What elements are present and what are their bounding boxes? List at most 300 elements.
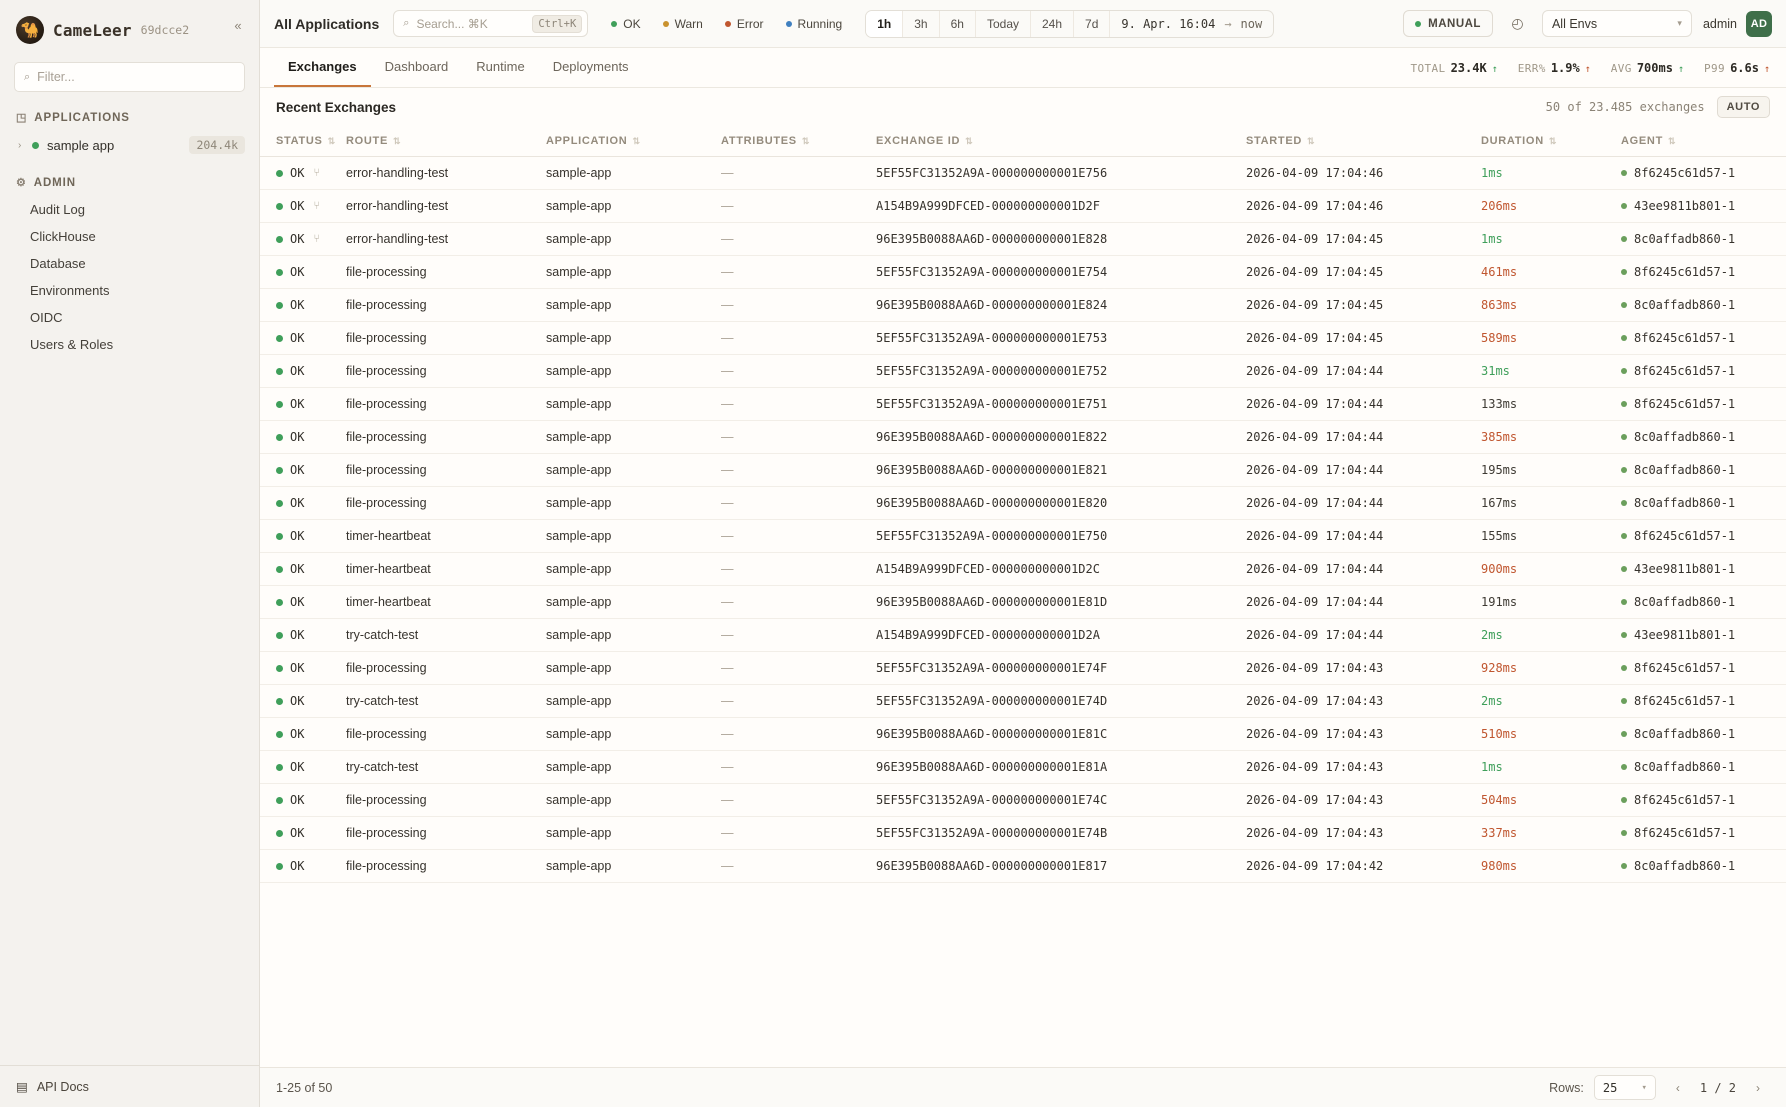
cell-agent [1621, 487, 1786, 520]
tab-bar [260, 48, 1786, 88]
cell-application: sample-app [546, 355, 721, 388]
cell-application: sample-app [546, 289, 721, 322]
cell-started: 2026-04-09 17:04:44 [1246, 553, 1481, 586]
status-label: OK [290, 364, 305, 378]
table-row[interactable] [260, 817, 1786, 850]
cell-attributes: — [721, 388, 876, 421]
status-dot [276, 731, 283, 738]
th-application[interactable]: APPLICATION ⇅ [546, 126, 721, 157]
cell-agent [1621, 289, 1786, 322]
status-label: OK [290, 265, 305, 279]
cell-status [260, 421, 346, 454]
filter-input[interactable] [37, 70, 235, 84]
status-dot [276, 401, 283, 408]
status-label: OK [290, 793, 305, 807]
cell-status [260, 718, 346, 751]
cell-attributes: — [721, 718, 876, 751]
range-to: now [1240, 16, 1263, 31]
cell-application: sample-app [546, 454, 721, 487]
cell-route: try-catch-test [346, 685, 546, 718]
cell-duration: 167ms [1481, 487, 1621, 520]
refresh-clock-icon[interactable]: ◴ [1511, 15, 1524, 31]
metric-total [1410, 61, 1497, 75]
cell-status [260, 784, 346, 817]
cell-duration: 928ms [1481, 652, 1621, 685]
branch-icon: ⑂ [313, 233, 321, 245]
table-row[interactable] [260, 553, 1786, 586]
agent-status-dot [1621, 731, 1627, 737]
cell-duration: 337ms [1481, 817, 1621, 850]
user-menu[interactable] [1703, 11, 1772, 37]
cell-route: file-processing [346, 421, 546, 454]
table-row[interactable] [260, 454, 1786, 487]
th-exchange-id[interactable]: EXCHANGE ID ⇅ [876, 126, 1246, 157]
cell-attributes: — [721, 454, 876, 487]
table-row[interactable] [260, 355, 1786, 388]
range-custom[interactable] [1110, 11, 1273, 37]
cell-application: sample-app [546, 685, 721, 718]
cell-duration: 1ms [1481, 157, 1621, 190]
agent-label: 8f6245c61d57-1 [1634, 364, 1736, 378]
status-dot [276, 632, 283, 639]
environment-value: All Envs [1551, 16, 1598, 31]
tab-deployments[interactable]: Deployments [552, 59, 629, 74]
cell-attributes: — [721, 784, 876, 817]
agent-label: 8c0affadb860-1 [1634, 298, 1736, 312]
agent-label: 43ee9811b801-1 [1634, 562, 1736, 576]
cell-application: sample-app [546, 190, 721, 223]
cell-duration: 589ms [1481, 322, 1621, 355]
cell-route: file-processing [346, 256, 546, 289]
range-6h[interactable]: 6h [940, 11, 976, 37]
cell-exchange-id: 5EF55FC31352A9A-000000000001E756 [876, 157, 1246, 190]
agent-label: 8f6245c61d57-1 [1634, 331, 1736, 345]
cell-exchange-id: 96E395B0088AA6D-000000000001E81D [876, 586, 1246, 619]
trend-up-icon: ↑ [1763, 63, 1770, 75]
rows-value: 25 [1602, 1080, 1618, 1095]
table-row[interactable] [260, 190, 1786, 223]
status-dot [276, 764, 283, 771]
auto-refresh-toggle[interactable]: AUTO [1717, 96, 1770, 118]
status-dot [276, 434, 283, 441]
brand-name: CameLeer [53, 20, 132, 40]
admin-header-label: ADMIN [33, 176, 76, 189]
table-row[interactable] [260, 223, 1786, 256]
agent-status-dot [1621, 830, 1627, 836]
cell-exchange-id: 96E395B0088AA6D-000000000001E820 [876, 487, 1246, 520]
manual-refresh-button[interactable] [1403, 10, 1493, 37]
table-row[interactable] [260, 784, 1786, 817]
chip-warn[interactable] [654, 13, 712, 35]
metric-p99-key: P99 [1703, 61, 1726, 75]
metric-avg [1611, 61, 1684, 75]
agent-status-dot [1621, 566, 1627, 572]
agent-status-dot [1621, 533, 1627, 539]
agent-status-dot [1621, 863, 1627, 869]
cell-attributes: — [721, 652, 876, 685]
cell-exchange-id: 5EF55FC31352A9A-000000000001E74B [876, 817, 1246, 850]
table-row[interactable] [260, 586, 1786, 619]
trend-up-icon: ↑ [1677, 63, 1684, 75]
topbar-right-tools [1403, 10, 1772, 37]
table-row[interactable] [260, 157, 1786, 190]
cell-started: 2026-04-09 17:04:43 [1246, 652, 1481, 685]
cell-exchange-id: A154B9A999DFCED-000000000001D2C [876, 553, 1246, 586]
agent-status-dot [1621, 665, 1627, 671]
status-label: OK [290, 232, 305, 246]
cell-attributes: — [721, 190, 876, 223]
cell-agent [1621, 388, 1786, 421]
status-dot-running [786, 21, 792, 27]
cell-duration: 504ms [1481, 784, 1621, 817]
trend-up-icon: ↑ [1584, 63, 1591, 75]
cell-attributes: — [721, 421, 876, 454]
table-row[interactable] [260, 256, 1786, 289]
cell-status [260, 817, 346, 850]
cell-status [260, 454, 346, 487]
cell-started: 2026-04-09 17:04:43 [1246, 817, 1481, 850]
cell-attributes: — [721, 223, 876, 256]
avatar: AD [1746, 11, 1772, 37]
cell-started: 2026-04-09 17:04:42 [1246, 850, 1481, 883]
table-row[interactable] [260, 322, 1786, 355]
cell-exchange-id: 5EF55FC31352A9A-000000000001E74F [876, 652, 1246, 685]
th-attributes[interactable]: ATTRIBUTES ⇅ [721, 126, 876, 157]
cell-status [260, 289, 346, 322]
cell-exchange-id: 96E395B0088AA6D-000000000001E821 [876, 454, 1246, 487]
cell-started: 2026-04-09 17:04:44 [1246, 454, 1481, 487]
cell-route: file-processing [346, 322, 546, 355]
agent-status-dot [1621, 797, 1627, 803]
agent-label: 8f6245c61d57-1 [1634, 397, 1736, 411]
cell-agent [1621, 553, 1786, 586]
tab-dashboard[interactable]: Dashboard [384, 59, 449, 74]
status-label: OK [290, 859, 305, 873]
cell-duration: 900ms [1481, 553, 1621, 586]
cell-application: sample-app [546, 586, 721, 619]
status-dot [276, 500, 283, 507]
metric-total-key: TOTAL [1410, 61, 1446, 75]
cell-route: file-processing [346, 784, 546, 817]
cell-route: file-processing [346, 817, 546, 850]
cell-route: file-processing [346, 487, 546, 520]
cell-application: sample-app [546, 388, 721, 421]
environment-select[interactable] [1542, 10, 1692, 37]
cell-route: error-handling-test [346, 157, 546, 190]
cell-agent [1621, 454, 1786, 487]
cell-started: 2026-04-09 17:04:43 [1246, 784, 1481, 817]
status-label: OK [290, 826, 305, 840]
table-row[interactable] [260, 421, 1786, 454]
applications-section-header [0, 102, 259, 131]
next-page-button[interactable]: › [1756, 1080, 1760, 1095]
cell-started: 2026-04-09 17:04:45 [1246, 223, 1481, 256]
cell-duration: 2ms [1481, 619, 1621, 652]
cell-exchange-id: 5EF55FC31352A9A-000000000001E753 [876, 322, 1246, 355]
status-dot-manual [1415, 21, 1421, 27]
sidebar-filter[interactable] [14, 62, 245, 92]
cell-application: sample-app [546, 652, 721, 685]
cell-started: 2026-04-09 17:04:44 [1246, 421, 1481, 454]
cell-agent [1621, 223, 1786, 256]
table-row[interactable] [260, 685, 1786, 718]
agent-label: 8f6245c61d57-1 [1634, 529, 1736, 543]
tab-exchanges[interactable]: Exchanges [274, 48, 371, 87]
status-label: OK [290, 496, 305, 510]
rows-label: Rows: [1549, 1080, 1584, 1095]
cell-route: file-processing [346, 388, 546, 421]
sidebar-item-api-docs[interactable] [0, 1065, 259, 1107]
agent-status-dot [1621, 500, 1627, 506]
agent-status-dot [1621, 434, 1627, 440]
book-icon: ▤ [16, 1080, 28, 1094]
metric-avg-value: 700ms [1636, 60, 1673, 75]
th-route[interactable]: ROUTE ⇅ [346, 126, 546, 157]
metric-total-value: 23.4K [1450, 60, 1487, 75]
cell-started: 2026-04-09 17:04:44 [1246, 388, 1481, 421]
agent-label: 43ee9811b801-1 [1634, 628, 1736, 642]
cell-started: 2026-04-09 17:04:46 [1246, 157, 1481, 190]
range-today[interactable]: Today [976, 11, 1031, 37]
cell-status [260, 553, 346, 586]
sidebar-item-sample-app[interactable] [0, 131, 259, 159]
range-1h[interactable]: 1h [866, 11, 903, 37]
range-24h[interactable]: 24h [1031, 11, 1074, 37]
exchanges-table [260, 126, 1786, 883]
cell-exchange-id: 96E395B0088AA6D-000000000001E828 [876, 223, 1246, 256]
sort-icon: ⇅ [801, 136, 811, 146]
page-indicator: 1 / 2 [1699, 1080, 1736, 1095]
sidebar-item-database[interactable]: Database [30, 256, 86, 271]
agent-status-dot [1621, 203, 1627, 209]
th-status[interactable]: STATUS ⇅ [260, 126, 346, 157]
status-filter-chips [602, 13, 851, 35]
cell-attributes: — [721, 850, 876, 883]
cell-duration: 195ms [1481, 454, 1621, 487]
cell-status [260, 355, 346, 388]
cell-application: sample-app [546, 322, 721, 355]
chip-warn-label: Warn [674, 16, 703, 31]
metric-p99 [1704, 61, 1770, 75]
cell-route: timer-heartbeat [346, 553, 546, 586]
chip-error[interactable] [716, 13, 773, 35]
section-header [260, 88, 1786, 126]
cell-exchange-id: 5EF55FC31352A9A-000000000001E754 [876, 256, 1246, 289]
cell-exchange-id: 5EF55FC31352A9A-000000000001E74C [876, 784, 1246, 817]
status-label: OK [290, 298, 305, 312]
cell-status [260, 520, 346, 553]
sort-icon: ⇅ [1668, 136, 1677, 146]
status-label: OK [290, 727, 305, 741]
status-label: OK [290, 166, 305, 180]
agent-status-dot [1621, 764, 1627, 770]
agent-label: 8c0affadb860-1 [1634, 859, 1736, 873]
chip-running[interactable] [777, 13, 852, 35]
branch-icon: ⑂ [313, 167, 321, 179]
cell-started: 2026-04-09 17:04:43 [1246, 751, 1481, 784]
cell-application: sample-app [546, 718, 721, 751]
metric-err-value: 1.9% [1550, 60, 1580, 75]
table-header [260, 126, 1786, 157]
status-label: OK [290, 661, 305, 675]
cell-agent [1621, 421, 1786, 454]
cell-attributes: — [721, 751, 876, 784]
agent-status-dot [1621, 335, 1627, 341]
table-row[interactable] [260, 487, 1786, 520]
applications-header-label: APPLICATIONS [34, 111, 130, 124]
chip-error-label: Error [736, 16, 764, 31]
admin-section-header [0, 167, 259, 196]
pagination-range: 1-25 of 50 [276, 1080, 333, 1095]
status-label: OK [290, 760, 305, 774]
agent-label: 8c0affadb860-1 [1634, 760, 1736, 774]
time-range-selector [865, 10, 1274, 38]
agent-status-dot [1621, 401, 1627, 407]
sidebar-item-audit-log[interactable]: Audit Log [30, 202, 85, 217]
cell-route: timer-heartbeat [346, 586, 546, 619]
agent-label: 8f6245c61d57-1 [1634, 661, 1736, 675]
cell-application: sample-app [546, 520, 721, 553]
table-body [260, 157, 1786, 883]
cell-attributes: — [721, 256, 876, 289]
table-row[interactable] [260, 718, 1786, 751]
sidebar-app-count: 204.4k [189, 136, 245, 154]
range-3h[interactable]: 3h [903, 11, 939, 37]
cell-status [260, 256, 346, 289]
status-dot [276, 335, 283, 342]
brand[interactable] [0, 0, 259, 58]
cell-agent [1621, 652, 1786, 685]
sort-icon: ⇅ [965, 136, 974, 146]
table-row[interactable] [260, 751, 1786, 784]
table-row[interactable] [260, 850, 1786, 883]
agent-label: 8c0affadb860-1 [1634, 727, 1736, 741]
sidebar-item-users-roles[interactable]: Users & Roles [30, 337, 114, 352]
cell-agent [1621, 718, 1786, 751]
agent-status-dot [1621, 698, 1627, 704]
search-input[interactable] [393, 10, 588, 37]
cell-status [260, 487, 346, 520]
cell-agent [1621, 190, 1786, 223]
cell-duration: 1ms [1481, 751, 1621, 784]
table-row[interactable] [260, 388, 1786, 421]
agent-label: 8c0affadb860-1 [1634, 232, 1736, 246]
cell-started: 2026-04-09 17:04:44 [1246, 619, 1481, 652]
table-row[interactable] [260, 619, 1786, 652]
metrics-summary [1410, 61, 1770, 75]
status-dot-ok [611, 21, 617, 27]
cell-exchange-id: 96E395B0088AA6D-000000000001E824 [876, 289, 1246, 322]
th-duration[interactable]: DURATION ⇅ [1481, 126, 1621, 157]
cell-duration: 385ms [1481, 421, 1621, 454]
status-dot [276, 302, 283, 309]
th-started[interactable]: STARTED ⇅ [1246, 126, 1481, 157]
cell-exchange-id: 5EF55FC31352A9A-000000000001E74D [876, 685, 1246, 718]
tab-runtime[interactable]: Runtime [476, 59, 525, 74]
cell-application: sample-app [546, 223, 721, 256]
cell-exchange-id: 96E395B0088AA6D-000000000001E817 [876, 850, 1246, 883]
agent-status-dot [1621, 302, 1627, 308]
chip-ok[interactable] [602, 13, 649, 35]
status-dot [276, 203, 283, 210]
sort-icon: ⇅ [327, 136, 336, 146]
cell-route: timer-heartbeat [346, 520, 546, 553]
cell-route: file-processing [346, 454, 546, 487]
cell-application: sample-app [546, 487, 721, 520]
api-docs-label: API Docs [36, 1079, 89, 1094]
status-dot [276, 566, 283, 573]
cell-route: file-processing [346, 850, 546, 883]
chip-running-label: Running [797, 16, 843, 31]
branch-icon: ⑂ [313, 200, 321, 212]
cell-started: 2026-04-09 17:04:45 [1246, 289, 1481, 322]
cell-started: 2026-04-09 17:04:44 [1246, 520, 1481, 553]
cell-agent [1621, 157, 1786, 190]
sidebar-item-clickhouse[interactable]: ClickHouse [30, 229, 96, 244]
agent-status-dot [1621, 467, 1627, 473]
table-row[interactable] [260, 289, 1786, 322]
th-agent[interactable]: AGENT ⇅ [1621, 126, 1786, 157]
cell-agent [1621, 784, 1786, 817]
metric-err-key: ERR% [1517, 61, 1546, 75]
cell-route: file-processing [346, 355, 546, 388]
user-name: admin [1702, 16, 1737, 31]
agent-status-dot [1621, 368, 1627, 374]
cell-exchange-id: 96E395B0088AA6D-000000000001E822 [876, 421, 1246, 454]
chip-ok-label: OK [623, 16, 641, 31]
cell-attributes: — [721, 355, 876, 388]
cell-attributes: — [721, 487, 876, 520]
sidebar-item-oidc[interactable]: OIDC [30, 310, 63, 325]
cell-duration: 31ms [1481, 355, 1621, 388]
agent-label: 8c0affadb860-1 [1634, 463, 1736, 477]
table-row[interactable] [260, 520, 1786, 553]
status-label: OK [290, 430, 305, 444]
cell-status [260, 388, 346, 421]
table-row[interactable] [260, 652, 1786, 685]
cell-duration: 206ms [1481, 190, 1621, 223]
cell-attributes: — [721, 817, 876, 850]
trend-up-icon: ↑ [1491, 63, 1498, 75]
range-7d[interactable]: 7d [1074, 11, 1110, 37]
metric-avg-key: AVG [1610, 61, 1632, 75]
cell-exchange-id: 5EF55FC31352A9A-000000000001E752 [876, 355, 1246, 388]
status-dot [276, 467, 283, 474]
cell-attributes: — [721, 553, 876, 586]
status-label: OK [290, 595, 305, 609]
chevron-down-icon: ▾ [1641, 1082, 1647, 1093]
cell-duration: 191ms [1481, 586, 1621, 619]
chevron-right-icon[interactable]: › [18, 139, 22, 151]
chevron-double-left-icon[interactable]: « [234, 18, 242, 33]
cell-status [260, 586, 346, 619]
sidebar-item-environments[interactable]: Environments [30, 283, 110, 298]
cell-status [260, 850, 346, 883]
rows-per-page-select[interactable] [1594, 1075, 1656, 1100]
agent-status-dot [1621, 170, 1627, 176]
status-label: OK [290, 463, 305, 477]
cell-application: sample-app [546, 421, 721, 454]
table-footer [260, 1067, 1786, 1107]
agent-label: 8f6245c61d57-1 [1634, 265, 1736, 279]
range-from: 9. Apr. 16:04 [1121, 16, 1216, 31]
chevron-down-icon: ▾ [1677, 18, 1682, 28]
prev-page-button[interactable]: ‹ [1675, 1080, 1680, 1095]
status-dot [276, 368, 283, 375]
agent-status-dot [1621, 599, 1627, 605]
cell-agent [1621, 586, 1786, 619]
status-dot [276, 533, 283, 540]
